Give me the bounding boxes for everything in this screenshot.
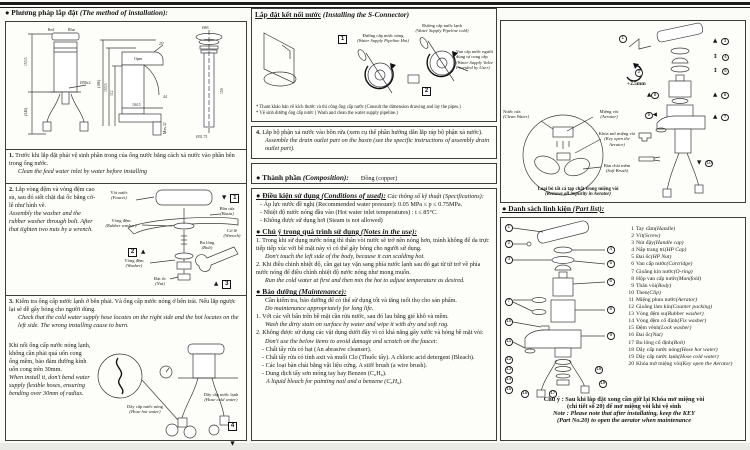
part-num: 20 <box>628 360 634 367</box>
up-arrow-icon: ▲ <box>214 281 219 287</box>
label-pipeline-hot-vi: Đường cấp nước nóng <box>362 33 404 38</box>
part-en: (Body) <box>656 282 672 289</box>
notes-title <box>256 228 492 237</box>
keep-key-note <box>505 396 743 424</box>
part-en: (Hose cold water) <box>678 353 719 360</box>
condition-pressure: - Áp lực nước đề nghị (Recommended water pressure): 0.05 MPa ≤ p ≤ 0.75MPa. <box>260 200 463 208</box>
step-1 <box>6 149 246 183</box>
part-en: (O-ring) <box>673 268 693 275</box>
dim-side-44: 44 <box>163 95 167 99</box>
conditions-title-vi: ● Điều kiện sử dụng <box>256 191 320 200</box>
part-exploded-diagram <box>503 220 621 398</box>
aerator-caption-en: (Remove all impurity in Aerator) <box>545 192 611 197</box>
step-badge-3 <box>214 272 231 290</box>
step-2-vi: Lắp vòng đệm và vòng đệm cao su, sau đó siết chặt đai ốc bằng cờ-lê như hình vẽ. <box>9 186 96 210</box>
label-soft-brush <box>597 163 637 174</box>
part-vi: Van cấp nước <box>636 261 667 268</box>
part-callout-11: 11 <box>505 338 513 346</box>
label-hose-cold-vi: Dây cấp nước lạnh <box>203 392 239 397</box>
step-3-en2: When install it, don't bend water supply flexible hoses, ensuring bending over 30mm of radius. <box>9 374 90 398</box>
part-en: (Cartridge) <box>666 261 693 268</box>
label-supply-valve <box>456 49 496 70</box>
maintenance-section <box>256 288 492 386</box>
label-red: Red <box>48 28 55 32</box>
callout-5-row <box>713 59 729 77</box>
s-connector-footnotes <box>256 105 494 117</box>
callout-7-row <box>713 105 729 123</box>
maintenance-title-en: (Maintenance): <box>296 287 347 297</box>
part-vi: Thân vòi <box>636 282 657 289</box>
dim-drain-d1: Ø63 <box>202 26 209 30</box>
conditions-title <box>256 192 492 201</box>
part-vi: Tay cầm <box>636 226 656 232</box>
part-vi: Đệm vênh <box>636 325 660 332</box>
footnote-2: * Vệ sinh đường ống cấp nước ( Wash and clean the water supply pipeline.) <box>256 110 398 116</box>
composition-title-vi: ● Thành phần <box>256 173 302 182</box>
sconn-badge-2 <box>422 79 431 97</box>
part-num: 16 <box>628 332 634 339</box>
label-pipeline-hot <box>352 33 414 44</box>
label-washer <box>116 258 152 269</box>
label-key-open-vi: Khóa mở miệng vòi <box>598 131 636 136</box>
part-en: (Hose hot water) <box>679 346 718 353</box>
part-num: 18 <box>628 346 634 353</box>
part-num: 17 <box>628 339 634 346</box>
part-row-16 <box>625 332 743 339</box>
label-soft-brush-vi: Bàn chải mềm <box>603 163 631 168</box>
part-callout-9: 9 <box>607 332 615 340</box>
part-num: 10 <box>628 289 634 296</box>
label-blue: Blue <box>68 28 76 32</box>
up-arrow-icon: ▲ <box>713 92 718 98</box>
part-row-19 <box>625 354 743 361</box>
part-row-20 <box>625 361 743 368</box>
up-arrow-icon: ▲ <box>713 114 718 120</box>
note-en-2: (Part No.20) to open the aerator when maintenance <box>557 417 691 424</box>
label-basin-vi: Bồn rửa <box>219 206 235 211</box>
part-callout-18: 18 <box>595 366 603 374</box>
left-column <box>5 8 247 447</box>
wrench-icon <box>196 247 238 272</box>
callout-2: 2 <box>635 69 643 77</box>
s-connector-title-en: (Installing the S-Connector) <box>321 10 410 19</box>
part-en: (Lock washer) <box>659 325 692 332</box>
part-num: 2 <box>631 233 634 240</box>
label-key-open <box>597 131 637 147</box>
faucet-dimension-drawing <box>6 22 246 148</box>
conditions-section <box>256 192 492 225</box>
part-vi: Gioăng kín nước <box>636 268 674 275</box>
part-row-7 <box>625 269 743 276</box>
callout-9: 9 <box>645 112 653 120</box>
label-basin-en: (Basin) <box>220 211 234 217</box>
label-hose-cold <box>198 392 244 403</box>
notes-title-en: (Notes in the use): <box>359 227 417 237</box>
badge-1: 1 <box>338 35 347 44</box>
label-bolt <box>192 240 222 251</box>
part-en: (Counter packing) <box>670 304 712 311</box>
installation-steps-box <box>5 21 247 447</box>
step-3-en: Check that the cold water supply hose locates on the right side and the hot locates on the left side. The wrong installing cause to burn. <box>18 314 239 330</box>
maintenance-intro-vi: Cần kiểm tra, bảo dưỡng để có thể sử dụng tốt và tăng tuổi thọ cho sản phẩm. <box>265 297 457 305</box>
note-2-en: Run the cold water at first and then mix the hot to adjust temperature as desired. <box>265 277 465 285</box>
step-3-text-2 <box>9 342 91 398</box>
label-nut-vi: Đai ốc <box>153 276 167 281</box>
part-vi: Dây cấp nước lạnh <box>636 353 679 360</box>
part-vi: Nắp trang trí <box>636 247 665 254</box>
s-connector-diagram <box>252 23 496 103</box>
note-1-vi: 1. Trong khi sử dụng nước nóng thì thân vòi nước sẽ trở nên nóng hơn, tránh không để da trực tiếp tiếp xúc với bề mặt này vì có thể gây bỏng cho người sử dụng. <box>256 236 490 252</box>
part-en: (Fix washer) <box>677 318 707 325</box>
part-num: 14 <box>628 318 634 325</box>
notes-section <box>256 228 492 285</box>
part-num: 12 <box>628 304 634 311</box>
left-arrow-icon: ◀ <box>652 112 657 118</box>
part-callout-3: 3 <box>505 256 513 264</box>
callout-1: 1 <box>619 35 627 43</box>
callout-10-row <box>697 151 713 169</box>
note-vi-1: Chú ý : Sau khi lắp đặt xong cần giữ lại Khóa mở miệng vòi <box>543 396 705 403</box>
part-exploded-drawing <box>503 220 621 398</box>
conditions-subtitle: Các thông số kỹ thuật (Specifications): <box>385 193 484 200</box>
part-row-11 <box>625 297 743 304</box>
s-connector-box <box>251 8 497 122</box>
part-num: 7 <box>631 268 634 275</box>
updown-arrow-icon: ↕ <box>713 54 718 60</box>
label-washer-vi: Vòng đệm <box>124 258 144 263</box>
composition-value: Đồng (copper) <box>360 175 398 182</box>
callout-8: 8 <box>651 92 659 100</box>
dim-front-height: 153.5 <box>24 57 28 66</box>
dim-side-104: 104.5 <box>132 103 141 107</box>
label-rubber-washer <box>100 218 142 229</box>
updown-arrow-icon: ↕ <box>713 68 718 74</box>
label-hose-hot-vi: Dây cấp nước nóng <box>127 404 163 409</box>
part-callout-4: 4 <box>607 246 615 254</box>
up-arrow-icon: ▲ <box>647 92 652 98</box>
part-row-18 <box>625 347 743 354</box>
step-2-diagram <box>98 184 246 296</box>
s-connector-title <box>252 9 496 22</box>
notes-title-vi: ● Chú ý trong quá trình sử dụng <box>256 227 360 237</box>
step-4-box <box>251 126 497 159</box>
allen-size-label: +2.5mm <box>627 81 646 87</box>
part-row-8 <box>625 276 743 283</box>
part-num: 13 <box>628 311 634 318</box>
hose-connection-drawing <box>94 342 246 439</box>
maintenance-2-vi: 2. Không được sử dụng các vật dụng dưới đây vì có khả năng gây xước và hỏng bề mặt vòi: <box>256 329 484 337</box>
part-callout-10: 10 <box>505 318 513 326</box>
part-row-6 <box>625 261 743 268</box>
maintenance-2-en: Don't use the below items to avoid damage and scratch on the faucet: <box>265 337 438 345</box>
part-list-title-vi: ● Danh sách linh kiện <box>502 204 571 213</box>
part-en: (Aerator) <box>675 296 697 303</box>
part-num: 6 <box>631 261 634 268</box>
conditions-title-en: (Conditions of used): <box>319 191 386 200</box>
part-num: 4 <box>631 247 634 254</box>
part-callout-8: 8 <box>607 306 615 314</box>
label-hose-cold-en: (Hose cold water) <box>204 397 238 403</box>
step-3-vi2: Khi nối ống cấp nước nóng lạnh, không cần phải quá uốn cong ống mềm, bảo đảm đường kính uốn cong trên 30mm. <box>9 342 91 374</box>
part-vi: Nút đậy <box>636 240 654 247</box>
step-2 <box>6 183 246 295</box>
step-2-text <box>9 186 97 234</box>
aerator-caption-vi: Loại bỏ tất cả tạp chất trong miệng vòi <box>537 187 619 192</box>
callout-6-row <box>713 83 729 101</box>
part-num: 9 <box>631 282 634 289</box>
callout-5: 5 <box>722 68 730 76</box>
part-vi: Bu lông cố định <box>636 339 672 346</box>
left-title <box>5 9 247 18</box>
composition-box <box>251 163 497 184</box>
label-pipeline-cold-en: (Water Supply Pipeline cold) <box>415 28 469 34</box>
part-vi: Then <box>636 289 648 296</box>
label-hose-hot-en: (Hose hot water) <box>129 409 161 415</box>
step-3-number: 3. <box>9 298 14 305</box>
part-en: (Key open the Aerator) <box>680 360 733 367</box>
maintenance-bullet-4: - Dung dịch tẩy sơn móng tay hay Benzen (C₆H₆). <box>262 369 387 377</box>
label-bolt-vi: Bu lông <box>199 240 215 245</box>
part-vi: Gioăng làm kín <box>636 304 671 311</box>
maintenance-1-en: Wash the dirty stain on surface by water and wipe it with dry and soft rag. <box>265 321 449 329</box>
label-aerator-vi: Miệng vòi <box>599 109 619 114</box>
part-en: (Rubber washer) <box>665 311 704 318</box>
footnote-1: * Tham khảo bản vẽ kích thước và thi công ống cấp nước (Consult the dimension drawing and lay the pipes.) <box>256 105 461 110</box>
label-supply-valve-en: (Water Supply Valve Provided by User) <box>456 59 494 70</box>
label-faucet-vi: Vòi nước <box>110 190 128 195</box>
label-wrench-vi: Cờ lê <box>227 228 237 233</box>
part-callout-19: 19 <box>599 380 607 388</box>
maintenance-bullet-2: - Chất tẩy rửa có tính axit và muối Clo (Thuốc tẩy). A chloric acid detergent (Bleach). <box>262 353 475 361</box>
part-callout-15: 15 <box>505 386 513 394</box>
callout-3: 3 <box>721 38 729 46</box>
callout-4: 4 <box>722 54 730 62</box>
label-rubber-en: (Rubber washer) <box>105 223 137 229</box>
part-callout-1: 1 <box>505 224 513 232</box>
step-badge-1 <box>222 186 239 204</box>
note-vi-2: (chi tiết số 20) để mở miệng vòi khi vệ sinh <box>566 403 682 410</box>
part-list-box <box>500 217 746 441</box>
dim-side-angle: 25° <box>159 42 165 46</box>
dim-side-112: 112 <box>110 90 114 96</box>
brush-icon <box>639 157 660 161</box>
dim-side-open: Open <box>134 57 143 61</box>
part-vi: Đai ốc <box>636 254 651 261</box>
part-en: (HP Cap) <box>664 247 687 254</box>
label-hose-hot <box>120 404 170 415</box>
composition-title <box>256 173 349 182</box>
step-4-number: 4. <box>256 129 261 136</box>
label-faucet-en: (Faucet) <box>111 195 127 201</box>
label-nut-en: (Nut) <box>155 281 165 287</box>
part-num: 19 <box>628 353 634 360</box>
label-supply-valve-vi: Van cấp nước người dùng tự cung cấp <box>456 49 494 60</box>
label-nut <box>146 276 174 287</box>
part-en: (Manifold) <box>676 275 702 282</box>
label-wrench <box>218 228 246 239</box>
maintenance-title-vi: ● Bảo dưỡng <box>256 287 297 297</box>
part-num: 11 <box>628 296 634 303</box>
label-key-open-en: (Key open the Aerator) <box>604 136 630 147</box>
part-num: 15 <box>628 325 634 332</box>
down-arrow-icon: ▼ <box>697 160 702 166</box>
dim-side-153: 153.5 <box>104 83 108 92</box>
step-4-en: Assemble the drain outlet part on the basin (see the specific instructions of assembly drain outlet part). <box>265 137 490 153</box>
badge-2: 2 <box>128 248 137 257</box>
part-en: (Nut) <box>650 332 663 339</box>
dim-drain-d2: Ø31.75 <box>196 135 208 139</box>
maintenance-bullet-1: - Chất tẩy rửa có hạt (An abrasive cleanser). <box>262 345 372 353</box>
part-num: 1 <box>631 226 634 232</box>
step-4-vi: Lắp bộ phận xả nước vào bồn rửa (xem cụ thể phần hướng dẫn lắp ráp bộ phận xả nước). <box>262 129 483 136</box>
label-rubber-vi: Vòng đệm <box>111 218 131 223</box>
part-en: (Bolt) <box>671 339 685 346</box>
label-pipeline-cold-vi: Đường cấp nước lạnh <box>422 23 462 28</box>
left-title-vi: ● Phương pháp lắp đặt <box>5 8 78 17</box>
label-basin <box>210 206 244 217</box>
badge-4: 4 <box>228 422 237 431</box>
label-bolt-en: (Bolt) <box>201 245 213 251</box>
badge-3: 3 <box>222 280 231 289</box>
callout-8-row <box>647 83 659 101</box>
s-connector-title-vi: Lắp đặt kết nối nước <box>255 10 322 19</box>
callout-7: 7 <box>721 114 729 122</box>
dim-front-lower: (346) <box>24 107 28 116</box>
part-en: (Handle cap) <box>653 240 684 247</box>
part-list-title <box>502 205 604 214</box>
dim-side-max32: Max.32 <box>163 122 167 134</box>
part-callout-12: 12 <box>505 356 513 364</box>
part-list-title-en: (Part list): <box>570 204 605 213</box>
label-aerator-en: (Aerator) <box>600 114 618 120</box>
label-wrench-en: (Wrench) <box>223 233 241 239</box>
maintenance-title <box>256 288 492 297</box>
part-callout-17: 17 <box>549 390 557 398</box>
note-2-vi: 2. Khi điều chỉnh nhiệt độ, cần gạt tay vặn sang phía nước lạnh sau đó gạt từ từ trở về phía nước nóng để điều chỉnh nhiệt độ nước nóng như mong muốn. <box>256 261 481 277</box>
part-num: 3 <box>631 240 634 247</box>
part-vi: Hộp van cấp nước <box>636 275 677 282</box>
step-badge-2 <box>128 240 145 258</box>
maintenance-bullet-5: A liquid bleach for painting nail and a benzene (C₆H₆). <box>266 377 403 385</box>
label-aerator <box>589 109 629 120</box>
step-3-diagram <box>94 342 246 447</box>
sconn-badge-1 <box>338 27 347 45</box>
badge-2: 2 <box>422 87 431 96</box>
dimension-drawings <box>6 22 246 149</box>
down-arrow-icon: ▼ <box>230 441 235 447</box>
part-callout-7: 7 <box>505 298 513 306</box>
step-2-number: 2. <box>9 186 14 193</box>
part-callout-16: 16 <box>521 390 529 398</box>
part-en: (Handle) <box>655 226 676 232</box>
part-vi: Miệng phun nước <box>636 296 676 303</box>
label-clean-water <box>503 109 547 120</box>
condition-temperature: - Nhiệt độ nước nóng đầu vào (Hot water inlet temperatures) : t ≤ 85°C. <box>260 208 438 216</box>
part-vi: Vòng đệm su <box>636 311 666 318</box>
part-row-10 <box>625 290 743 297</box>
composition-title-en: (Composition): <box>301 173 349 182</box>
note-en-1: Note : Please note that after installating, keep the KEY <box>552 410 696 417</box>
part-num: 5 <box>631 254 634 261</box>
part-callout-2: 2 <box>505 240 513 248</box>
part-vi: Dây cấp nước nóng <box>636 346 680 353</box>
label-washer-en: (Washer) <box>125 263 143 269</box>
part-vi: Vít <box>636 233 644 240</box>
condition-steam: - Không được sử dụng hơi (Steam is not allowed) <box>260 217 383 224</box>
part-row-17 <box>625 340 743 347</box>
part-callout-6: 6 <box>607 278 615 286</box>
part-num: 8 <box>631 275 634 282</box>
dim-side-186: (186) <box>97 79 101 88</box>
badge-1: 1 <box>230 194 239 203</box>
callout-10: 10 <box>705 160 713 168</box>
part-row-2 <box>625 233 743 240</box>
step-3-vi: Kiểm tra ống cấp nước lạnh ở bên phải. Và ống cấp nước nóng ở bên trái. Nếu lắp ngược lại sẽ dễ gây bỏng cho người dùng. <box>9 298 236 314</box>
label-clean-water-en: (Clean Water) <box>503 114 529 120</box>
note-1-en: Don't touch the left side of the body, because it can scalding hot. <box>265 253 425 261</box>
down-arrow-icon: ▼ <box>222 195 227 201</box>
maintenance-intro-en: Do maintenance appropriately for long life. <box>265 305 374 313</box>
label-clean-water-vi: Nước rửa <box>503 109 521 114</box>
key-icon <box>639 133 651 141</box>
part-en: (HP Nut) <box>650 254 672 261</box>
part-vi: Đai ốc <box>636 332 651 339</box>
step-1-number: 1. <box>9 152 14 159</box>
usage-box <box>251 188 497 441</box>
part-row-9 <box>625 283 743 290</box>
part-en: (Clip) <box>647 289 661 296</box>
step-1-vi: Trước khi lắp đặt phải vệ sinh phần trong của ống nước bằng cách xả nước vào phần bên trong ống nước. <box>9 152 235 168</box>
left-title-en: (The method of installation): <box>77 8 168 17</box>
step-3-text <box>9 298 241 330</box>
step-badge-4 <box>228 414 237 450</box>
aerator-caption <box>503 187 653 197</box>
assembly-box <box>500 20 746 203</box>
step-3 <box>6 295 246 447</box>
part-list <box>625 226 743 368</box>
part-vi: Vòng đệm cố định <box>636 318 678 325</box>
maintenance-1-vi: 1. Với các vết bẩn trên bề mặt cần rửa nước, sau đó lau bằng giẻ khô và mềm. <box>256 313 449 321</box>
up-arrow-icon: ▲ <box>713 38 718 44</box>
up-arrow-icon: ▲ <box>141 249 146 255</box>
part-callout-5: 5 <box>607 260 615 268</box>
label-soft-brush-en: (Soft Brush) <box>605 168 629 174</box>
part-vi: Khóa mở miệng vòi <box>636 360 681 367</box>
label-pipeline-hot-en: (Water Supply Pipeline Hot) <box>356 38 409 44</box>
step-2-en: Assembly the washer and the rubber washer through bolt. After that tighten two nuts by a wrench. <box>9 210 93 234</box>
top-rule-thick <box>0 2 750 5</box>
part-callout-14: 14 <box>505 376 513 384</box>
callout-6: 6 <box>721 92 729 100</box>
part-callout-13: 13 <box>505 366 513 374</box>
part-en: (Screw) <box>643 233 661 240</box>
dim-drain-h: 150 <box>220 88 224 94</box>
callout-9-row <box>645 103 657 121</box>
maintenance-bullet-3: - Các loại bàn chải bằng vật liệu cứng. A stiff brush (a wire brush). <box>262 361 428 369</box>
step-1-en: Clean the feed water inlet by water before installing <box>18 168 148 176</box>
dim-front-diameter: Ø58±2 <box>80 81 91 85</box>
label-faucet <box>100 190 138 201</box>
label-pipeline-cold <box>410 23 474 34</box>
